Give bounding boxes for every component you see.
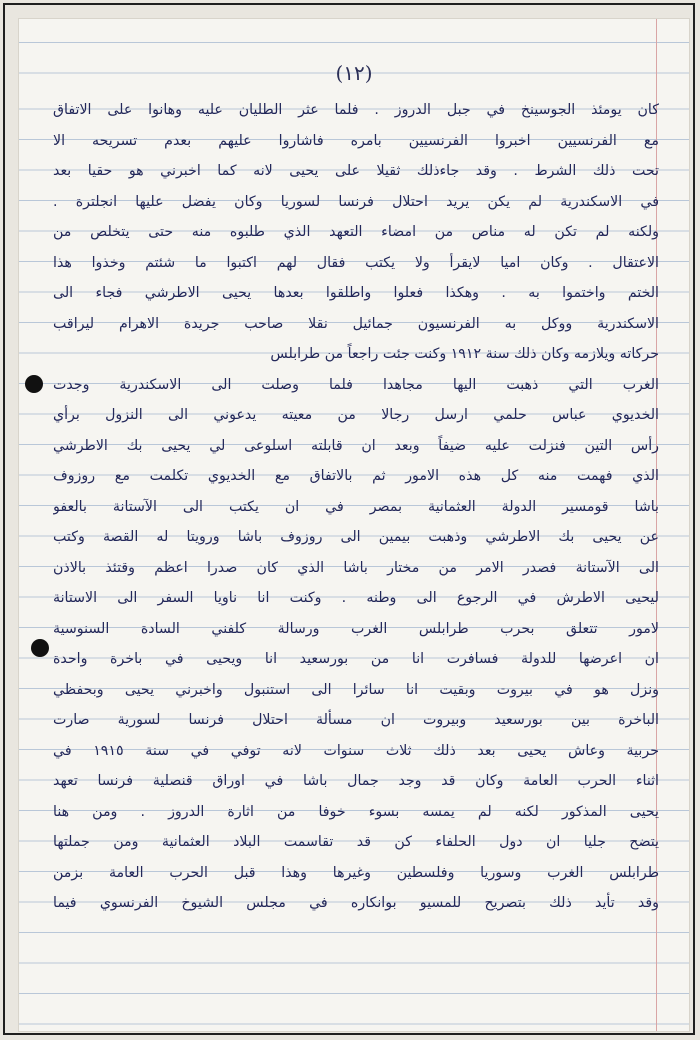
text-line: الباخرة بين بورسعيد وبيروت ان مسألة احتلال فرنسا لسورية صارت	[53, 712, 659, 728]
text-line: الذي فهمت منه كل هذه الامور ثم بالاتفاق مع الخديوي تكلمت مع روزوف	[53, 468, 659, 484]
text-line: وقد تأيد ذلك بتصريح للمسيو بوانكاره في مجلس الشيوخ الفرنسوي فيما	[53, 895, 659, 911]
text-line: تحت ذلك الشرط . وقد جاءذلك ثقيلا على يحيى لانه كما اخبرني هو حقيا بعد	[53, 163, 659, 179]
lined-paper-sheet	[19, 19, 689, 1031]
text-line: الخديوي عباس حلمي ارسل رجالا من معيته يدعوني الى النزول برأي	[53, 407, 659, 423]
punch-hole-top	[25, 375, 43, 393]
punch-hole-bottom	[31, 639, 49, 657]
text-line: ونزل هو في بيروت وبقيت انا سائرا الى استنبول واخبرني يحيى وبحفظي	[53, 681, 659, 698]
text-line: رأس التين فنزلت عليه ضيفاً وبعد ان قابلته اسلوعى لي يحيى بك الاطرشي	[53, 437, 659, 454]
text-line: حركاته ويلازمه وكان ذلك سنة ١٩١٢ وكنت جئت راجعاً من طرابلس	[270, 346, 659, 362]
text-line: مع الفرنسيين اخبروا الفرنسيين بامره فاشاروا عليهم بعدم تسريحه الا	[53, 132, 659, 149]
text-line: ان اعرضها للدولة فسافرت انا من بورسعيد انا ويحيى في باخرة واحدة	[53, 651, 659, 667]
handwritten-text	[53, 95, 659, 919]
text-line: الاسكندرية ووكل به الفرنسيون جمائيل نقلا صاحب جريدة الاهرام ليراقب	[53, 315, 659, 332]
text-line: يحيى المذكور لكنه لم يمسه بسوء خوفا من اثارة الدروز . ومن هنا	[53, 803, 659, 820]
text-line: الختم واختموا به . وهكذا فعلوا واطلقوا بعدها يحيى الاطرشي فجاء الى	[53, 285, 659, 301]
text-line: حربية وعاش يحيى بعد ذلك ثلاث سنوات لانه توفي في سنة ١٩١٥ في	[53, 742, 659, 759]
text-line: طرابلس الغرب وسوريا وفلسطين وغيرها وهذا قبل الحرب العامة بزمن	[53, 864, 659, 881]
text-line: الى الآستانة فصدر الامر من مختار باشا الذي كان صدرا اعظم وقتئذ بالاذن	[53, 559, 659, 576]
text-line: كان يومئذ الجوسينخ في جبل الدروز . فلما عثر الطليان عليه وهانوا على الاتفاق	[53, 102, 659, 118]
text-line: اثناء الحرب العامة وكان قد وجد جمال باشا في اوراق قنصلية فرنسا تعهد	[53, 773, 659, 789]
text-line: لامور تتعلق بحرب طرابلس الغرب ورسالة كلفني السادة السنوسية	[53, 620, 659, 637]
document-frame	[3, 3, 695, 1035]
text-line: في الاسكندرية لم يكن يريد احتلال فرنسا لسوريا وكان يفضل عليها انجلترة .	[53, 193, 659, 210]
text-line: الاعتقال . وكان اميا لايقرأ ولا يكتب فقال لهم اكتبوا ما شئتم وخذوا هذا	[53, 254, 659, 271]
text-line: ولكنه لم تكن له مناص من امضاء التعهد الذي طلبوه منه حتى يتخلص من	[53, 224, 659, 240]
text-line: ليحيى الاطرش في الرجوع الى وطنه . وكنت انا ناويا السفر الى الاستانة	[53, 590, 659, 606]
text-line: عن يحيى بك الاطرشي وذهبت بيمين الى روزوف باشا ورويتا له القصة وكتب	[53, 529, 659, 545]
text-line: يتضح جليا ان دول الحلفاء كن قد تقاسمت البلاد العثمانية ومن جملتها	[53, 834, 659, 850]
text-line: باشا قومسير الدولة العثمانية بمصر في ان يكتب الى الآستانة بالعفو	[53, 498, 659, 515]
page-number: (١٢)	[335, 61, 373, 85]
text-line: الغرب التي ذهبت اليها مجاهدا فلما وصلت الى الاسكندرية وجدت	[53, 376, 659, 393]
